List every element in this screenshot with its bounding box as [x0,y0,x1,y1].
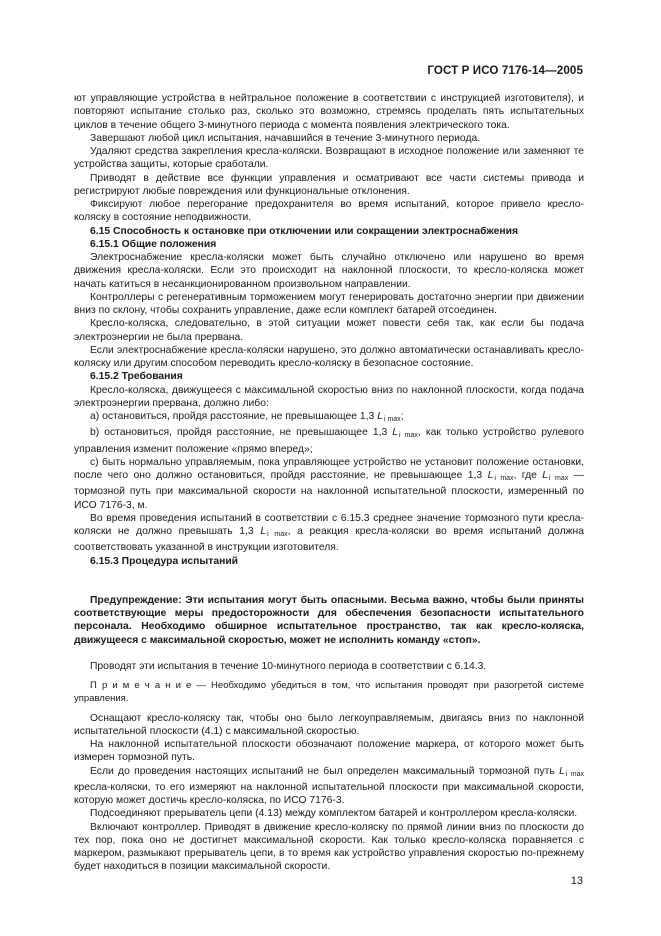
paragraph: Во время проведения испытаний в соответствии с 6.15.3 среднее значение тормозного пути кресла-коляски не должно превышать 1,3 Li max, а реакция кресла-коляски во время испытаний должна соответствовать указанной в инструкции изготовителя. [74,512,584,554]
paragraph: Завершают любой цикл испытания, начавшийся в течение 3-минутного периода. [90,132,481,144]
paragraph: Фиксируют любое перегорание предохранителя во время испытаний, которое привело кресло-коляску в состояние неподвижности. [74,199,584,224]
symbol-sub: i max [565,770,584,778]
paragraph: Оснащают кресло-коляску так, чтобы оно было легкоуправляемым, двигаясь вниз по наклонной испытательной плоскости (4.1) с максимальной скоростью. [74,712,584,737]
list-item-a: a) остановиться, пройдя расстояние, не превышающее 1,3 Li max; [90,411,404,423]
section-heading-6-15: 6.15 Способность к остановке при отключении или сокращении электроснабжения [90,225,518,237]
symbol-l: L [487,470,494,481]
paragraph: На наклонной испытательной плоскости обозначают положение маркера, от которого может быть измерен тормозной путь. [74,739,584,764]
warning-text: Предупреждение: Эти испытания могут быть опасными. Весьма важно, чтобы были приняты соответствующие меры предосторожности для обеспечения безопасности испытательного персонала. Необходимо обширное испытательное пространство, так как кресло-коляска, движущееся с максимальной скоростью, может не исполнить команду «стоп». [74,594,584,646]
note-text: П р и м е ч а н и е — Необходимо убедиться в том, что испытания проводят при разогретой системе управления. [74,680,584,705]
paragraph: Кресло-коляска, следовательно, в этой ситуации может повести себя так, как если бы подача электроэнергии не была прервана. [74,318,584,343]
paragraph: ют управляющие устройства в нейтральное положение в соответствии с инструкцией изготовителя), и повторяют испытание столько раз, сколько это возможно, стремясь проделать пять испытательных циклов в течение общего 3-минутного периода с момента появления электрического тока. [74,93,584,131]
document-body [74,92,584,874]
symbol-sub: i max [549,475,569,482]
symbol-sub: i max [267,531,288,538]
paragraph: Электроснабжение кресла-коляски может быть случайно отключено или нарушено во время движения кресла-коляски. Если это происходит на наклонной плоскости, то кресло-коляска может начать катиться в несанкционированном произвольном направлении. [74,252,584,290]
paragraph: Приводят в действие все функции управления и осматривают все части системы привода и регистрируют любые повреждения или функциональные отклонения. [74,172,584,197]
list-item-c: c) быть нормально управляемым, пока управляющее устройство не установит положение остановки, после чего оно должно остановиться, пройдя расстояние, не превышающее 1,3 Li max, где Li max — тормозной путь при максимальной скорости на наклонной испытательной плоскости, измеренный по ИСО 7176-3, м. [74,456,584,511]
symbol-sub: i max [383,416,401,423]
paragraph: Подсоединяют прерыватель цепи (4.13) между комплектом батарей и контроллером кресла-коляски. [90,808,578,820]
symbol-l: L [542,470,549,481]
section-heading-6-15-2: 6.15.2 Требования [90,371,183,383]
symbol-sub: i max [399,432,418,440]
symbol-l: L [559,765,565,777]
paragraph: Если до проведения настоящих испытаний не был определен максимальный тормозной путь Li max кресла-коляски, то его измеряют на наклонной испытательной плоскости при максимальной скорости, которую может достичь кресло-коляска, по ИСО 7176-3. [74,765,584,806]
section-heading-6-15-1: 6.15.1 Общие положения [90,238,217,250]
section-heading-6-15-3: 6.15.3 Процедура испытаний [90,555,239,567]
page-number: 13 [570,875,583,887]
symbol-l: L [377,411,383,422]
standard-header: ГОСТ Р ИСО 7176-14—2005 [427,64,583,77]
symbol-sub: i max [494,475,514,482]
paragraph: Включают контроллер. Приводят в движение кресло-коляску по прямой линии вниз по плоскости до тех пор, пока оно не достигнет максимальной скорости. Как только кресло-коляска поравняется с маркером, размыкают прерыватель цепи, в то время как устройство управления скоростью по-прежнему будет находиться в позиции максимальной скорости. [74,821,584,873]
paragraph: Удаляют средства закрепления кресла-коляски. Возвращают в исходное положение или заменяют те устройства защиты, которые сработали. [74,146,584,171]
paragraph: Контроллеры с регенеративным торможением могут генерировать достаточно энергии при движении вниз по склону, чтобы сохранить управление, даже если комплект батарей отсоединен. [74,291,584,316]
symbol-l: L [260,526,267,537]
symbol-l: L [392,427,399,439]
paragraph: Кресло-коляска, движущееся с максимальной скоростью вниз по наклонной плоскости, когда подача электроэнергии прервана, должно либо: [74,384,584,409]
list-item-b: b) остановиться, пройдя расстояние, не превышающее 1,3 Li max, как только устройство рулевого управления изменит положение «прямо вперед»; [74,427,584,455]
paragraph: Если электроснабжение кресла-коляски нарушено, это должно автоматически останавливать кресло-коляску или другим способом переводить кресло-коляску в безопасное состояние. [74,344,584,369]
paragraph: Проводят эти испытания в течение 10-минутного периода в соответствии с 6.14.3. [90,660,487,672]
